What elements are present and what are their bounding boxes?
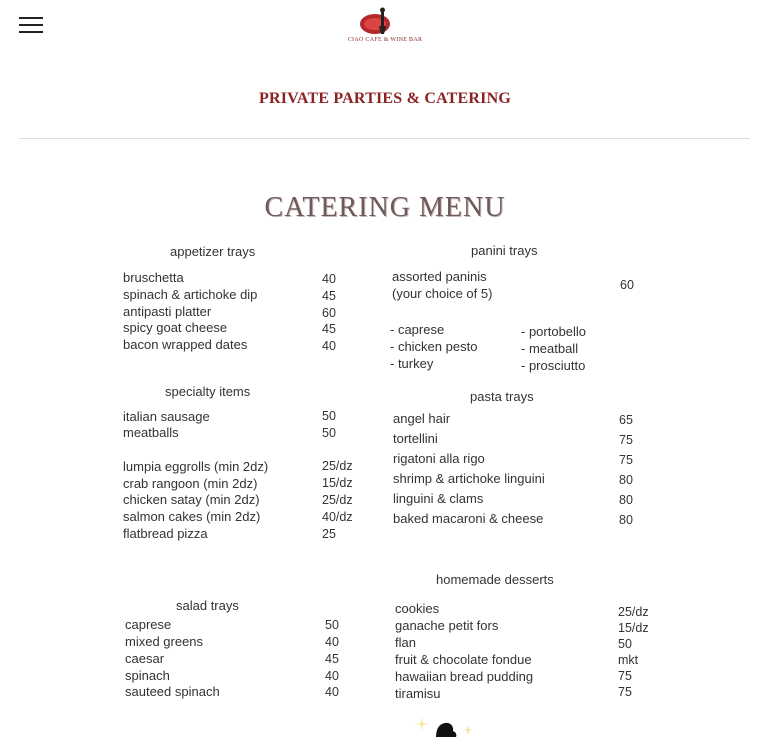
menu-item: hawaiian bread pudding: [395, 669, 534, 684]
menu-price: 40: [325, 669, 339, 683]
menu-item: bacon wrapped dates: [123, 337, 248, 352]
menu-item: caprese: [125, 617, 172, 632]
brand-logo-text: CIAO CAFE & WINE BAR: [347, 37, 423, 43]
pasta-trays-heading: pasta trays: [470, 389, 534, 404]
menu-price: 60: [322, 306, 336, 320]
panini-choice: - chicken pesto: [390, 339, 478, 354]
menu-price: 50: [322, 409, 336, 423]
menu-item: spicy goat cheese: [123, 320, 228, 335]
menu-item: shrimp & artichoke linguini: [393, 471, 545, 486]
panini-trays-heading: panini trays: [471, 243, 538, 258]
panini-choice: - prosciutto: [521, 358, 586, 373]
hamburger-line: [19, 24, 43, 26]
menu-price: 75: [618, 669, 632, 683]
menu-price: 15/dz: [618, 621, 649, 635]
menu-item: caesar: [125, 651, 165, 666]
panini-choice: - turkey: [390, 356, 434, 371]
menu-item: lumpia eggrolls (min 2dz): [123, 459, 269, 474]
menu-item: rigatoni alla rigo: [393, 451, 485, 466]
menu-price: 75: [619, 433, 633, 447]
menu-item: baked macaroni & cheese: [393, 511, 544, 526]
menu-price: 50: [618, 637, 632, 651]
panini-choice: - portobello: [521, 324, 587, 339]
menu-price: 40: [322, 339, 336, 353]
menu-item: spinach: [125, 668, 170, 683]
menu-item: salmon cakes (min 2dz): [123, 509, 261, 524]
menu-price: 40: [322, 272, 336, 286]
hamburger-icon: [19, 17, 43, 19]
menu-price: 40: [325, 685, 339, 699]
menu-price: 75: [618, 685, 632, 699]
menu-price: 25: [322, 527, 336, 541]
decorative-silhouette-icon: [408, 715, 478, 737]
menu-price: mkt: [618, 653, 639, 667]
header-divider: [19, 138, 750, 139]
menu-price: 40: [325, 635, 339, 649]
menu-price: 80: [619, 493, 633, 507]
menu-item-note: (your choice of 5): [392, 286, 493, 301]
menu-price: 25/dz: [322, 493, 353, 507]
menu-price: 25/dz: [322, 459, 353, 473]
menu-item: flan: [395, 635, 416, 650]
menu-item: linguini & clams: [393, 491, 484, 506]
menu-item: bruschetta: [123, 270, 184, 285]
menu-item: assorted paninis: [392, 269, 487, 284]
menu-price: 60: [620, 278, 634, 292]
panini-choice: - meatball: [521, 341, 579, 356]
menu-price: 75: [619, 453, 633, 467]
menu-item: spinach & artichoke dip: [123, 287, 258, 302]
hamburger-line: [19, 31, 43, 33]
menu-item: tiramisu: [395, 686, 441, 701]
menu-item: italian sausage: [123, 409, 210, 424]
menu-item: chicken satay (min 2dz): [123, 492, 260, 507]
menu-item: fruit & chocolate fondue: [395, 652, 532, 667]
menu-toggle-button[interactable]: [19, 15, 43, 35]
menu-price: 45: [322, 322, 336, 336]
specialty-items-heading: specialty items: [165, 384, 251, 399]
menu-price: 80: [619, 473, 633, 487]
nav-link-private-parties-catering[interactable]: PRIVATE PARTIES & CATERING: [259, 90, 511, 107]
menu-price: 40/dz: [322, 510, 353, 524]
menu-item: angel hair: [393, 411, 451, 426]
menu-item: ganache petit fors: [395, 618, 499, 633]
appetizer-trays-heading: appetizer trays: [170, 244, 256, 259]
menu-price: 45: [322, 289, 336, 303]
menu-price: 65: [619, 413, 633, 427]
panini-choice: - caprese: [390, 322, 445, 337]
homemade-desserts-heading: homemade desserts: [436, 572, 554, 587]
menu-price: 50: [325, 618, 339, 632]
menu-item: meatballs: [123, 425, 179, 440]
menu-item: mixed greens: [125, 634, 204, 649]
menu-item: tortellini: [393, 431, 438, 446]
menu-item: crab rangoon (min 2dz): [123, 476, 258, 491]
menu-price: 80: [619, 513, 633, 527]
menu-item: antipasti platter: [123, 304, 212, 319]
catering-menu-title: CATERING MENU: [264, 192, 506, 223]
menu-item: sauteed spinach: [125, 684, 220, 699]
menu-item: cookies: [395, 601, 440, 616]
menu-price: 45: [325, 652, 339, 666]
menu-price: 15/dz: [322, 476, 353, 490]
menu-item: flatbread pizza: [123, 526, 208, 541]
menu-price: 25/dz: [618, 605, 649, 619]
salad-trays-heading: salad trays: [176, 598, 239, 613]
brand-logo[interactable]: [345, 6, 421, 50]
menu-price: 50: [322, 426, 336, 440]
